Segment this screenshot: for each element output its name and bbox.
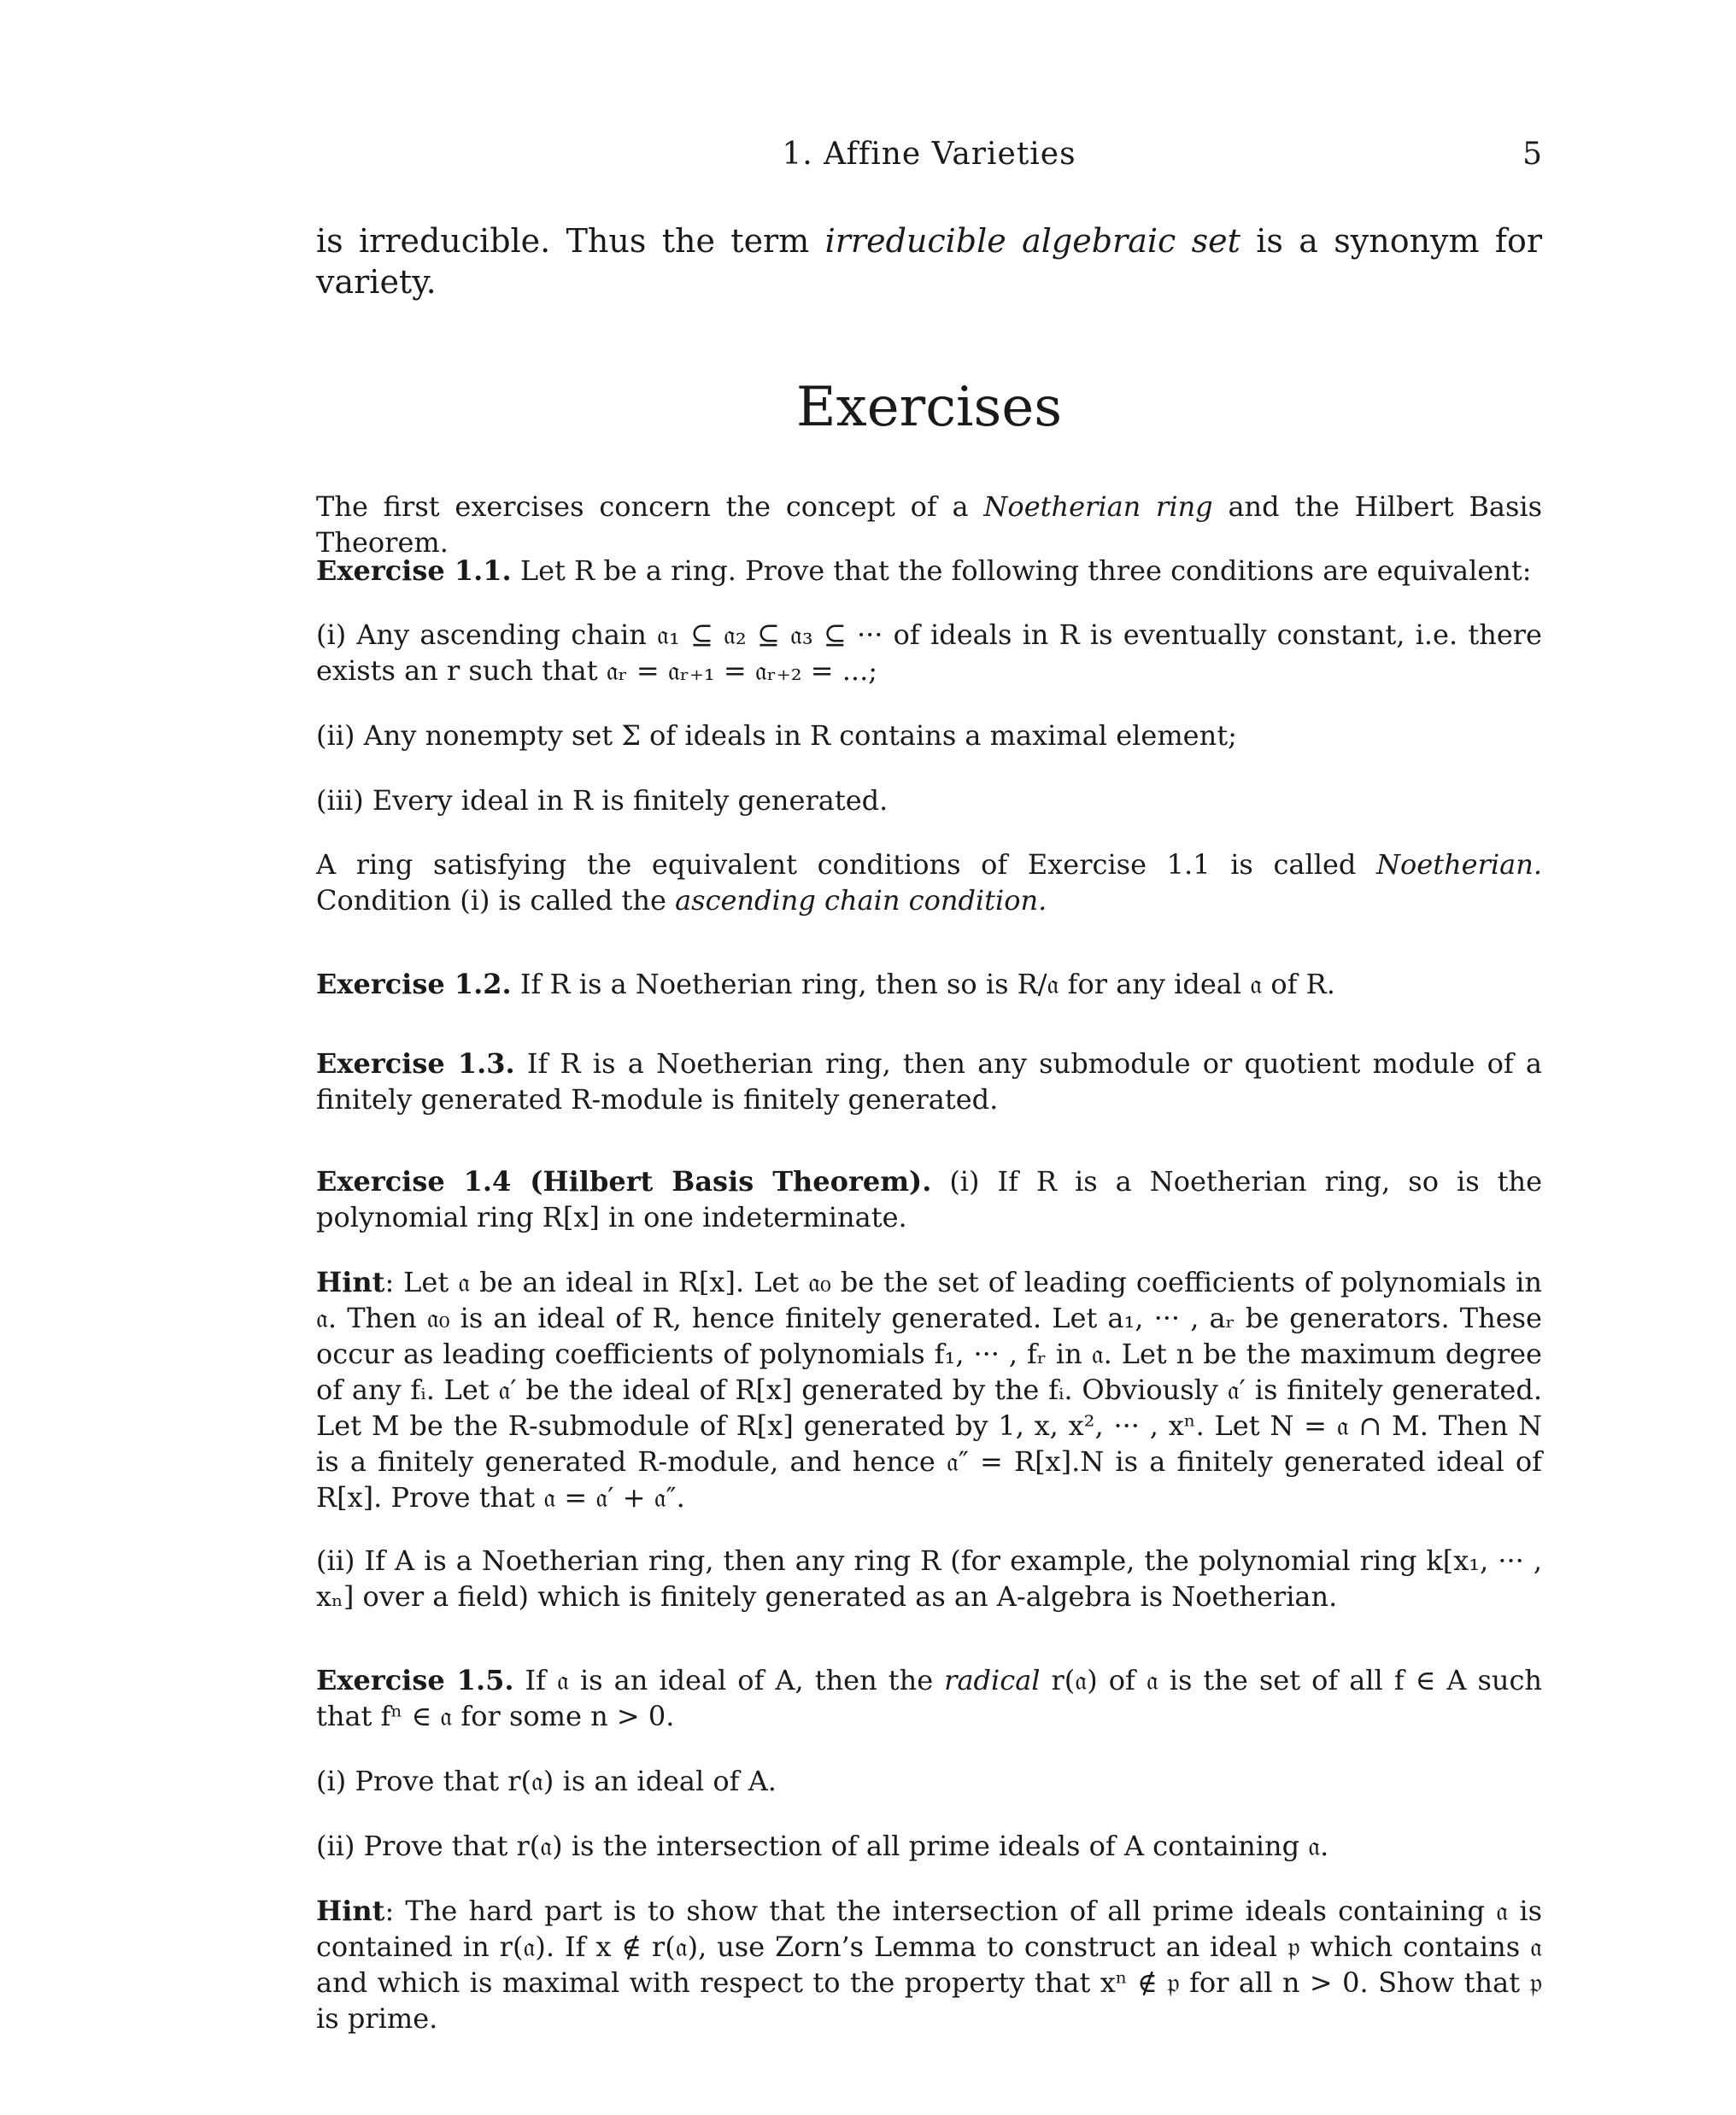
exercise-1-4-hint: Hint: Let 𝔞 be an ideal in R[x]. Let 𝔞₀ be the set of leading coefficients of polynomials in 𝔞. Then 𝔞₀ is an ideal of R, hence finitely generated. Let a₁, ··· , aᵣ be generators. These occur as leading coefficients of polynomials f₁, ··· , fᵣ in 𝔞. Let n be the maximum degree of any fᵢ. Let 𝔞′ be the ideal of R[x] generated by the fᵢ. Obviously 𝔞′ is finitely generated. Let M be the R-submodule of R[x] generated by 1, x, x², ··· , xⁿ. Let N = 𝔞 ∩ M. Then N is a finitely generated R-module, and hence 𝔞″ = R[x].N is a finitely generated ideal of R[x]. Prove that 𝔞 = 𝔞′ + 𝔞″. bbox=[316, 1266, 1542, 1514]
exercise-1-1-item-ii: (ii) Any nonempty set Σ of ideals in R contains a maximal element; bbox=[316, 719, 1237, 752]
exercise-label: Exercise 1.3. bbox=[316, 1047, 515, 1080]
intro-paragraph: The first exercises concern the concept of a Noetherian ring and the Hilbert Basis Theorem. bbox=[316, 490, 1543, 559]
exercise-1-2: Exercise 1.2. If R is a Noetherian ring, then so is R/𝔞 for any ideal 𝔞 of R. bbox=[316, 968, 1335, 1000]
exercise-1-1: Exercise 1.1. Let R be a ring. Prove that the following three conditions are equivalent: bbox=[316, 554, 1532, 587]
exercise-1-4-part-ii: (ii) If A is a Noetherian ring, then any ring R (for example, the polynomial ring k[x₁, ··· , xₙ] over a field) which is finitely generated as an A-algebra is Noetherian. bbox=[316, 1544, 1542, 1613]
exercise-1-5-item-ii: (ii) Prove that r(𝔞) is the intersection of all prime ideals of A containing 𝔞. bbox=[316, 1830, 1329, 1862]
lead-term: irreducible algebraic set bbox=[824, 222, 1240, 260]
exercise-label: Exercise 1.2. bbox=[316, 968, 512, 1000]
exercise-label: Exercise 1.4 (Hilbert Basis Theorem). bbox=[316, 1165, 932, 1198]
page-number: 5 bbox=[1522, 137, 1542, 172]
exercise-1-1-item-iii: (iii) Every ideal in R is finitely generated. bbox=[316, 784, 889, 817]
lead-text: is irreducible. Thus the term bbox=[316, 222, 825, 260]
hint-label: Hint bbox=[316, 1266, 385, 1298]
exercise-1-1-item-i: (i) Any ascending chain 𝔞₁ ⊆ 𝔞₂ ⊆ 𝔞₃ ⊆ ··· of ideals in R is eventually constant, i.e. there exists an r such that 𝔞ᵣ = 𝔞ᵣ₊₁ = 𝔞ᵣ₊₂ = ...; bbox=[316, 618, 1542, 687]
intro-term: Noetherian ring bbox=[983, 490, 1213, 523]
lead-text-end: is a synonym for variety. bbox=[316, 222, 1542, 301]
section-title: Exercises bbox=[795, 376, 1063, 439]
noetherian-definition: A ring satisfying the equivalent conditions of Exercise 1.1 is called Noetherian. Condition (i) is called the ascending chain condition. bbox=[316, 848, 1542, 917]
hint-label: Hint bbox=[316, 1895, 385, 1927]
term-noetherian: Noetherian. bbox=[1376, 848, 1542, 881]
term-radical: radical bbox=[944, 1664, 1041, 1696]
exercise-1-5-hint: Hint: The hard part is to show that the intersection of all prime ideals containing 𝔞 is contained in r(𝔞). If x ∉ r(𝔞), use Zorn’s Lemma to construct an ideal 𝔭 which contains 𝔞 and which is maximal with respect to the property that xⁿ ∉ 𝔭 for all n > 0. Show that 𝔭 is prime. bbox=[316, 1895, 1542, 2035]
exercise-1-4: Exercise 1.4 (Hilbert Basis Theorem). (i) If R is a Noetherian ring, so is the polynomial ring R[x] in one indeterminate. bbox=[316, 1165, 1543, 1233]
exercise-1-5-item-i: (i) Prove that r(𝔞) is an ideal of A. bbox=[316, 1765, 777, 1797]
exercise-label: Exercise 1.5. bbox=[316, 1664, 514, 1696]
chapter-title: 1. Affine Varieties bbox=[782, 137, 1076, 172]
exercise-label: Exercise 1.1. bbox=[316, 554, 512, 587]
running-header bbox=[316, 137, 1542, 171]
exercise-1-5: Exercise 1.5. If 𝔞 is an ideal of A, then the radical r(𝔞) of 𝔞 is the set of all f ∈ A such that fⁿ ∈ 𝔞 for some n > 0. bbox=[316, 1664, 1543, 1732]
term-acc: ascending chain condition. bbox=[675, 884, 1047, 917]
exercise-1-3: Exercise 1.3. If R is a Noetherian ring, then any submodule or quotient module of a finitely generated R-module is finitely generated. bbox=[316, 1047, 1543, 1116]
lead-paragraph bbox=[316, 220, 1542, 302]
